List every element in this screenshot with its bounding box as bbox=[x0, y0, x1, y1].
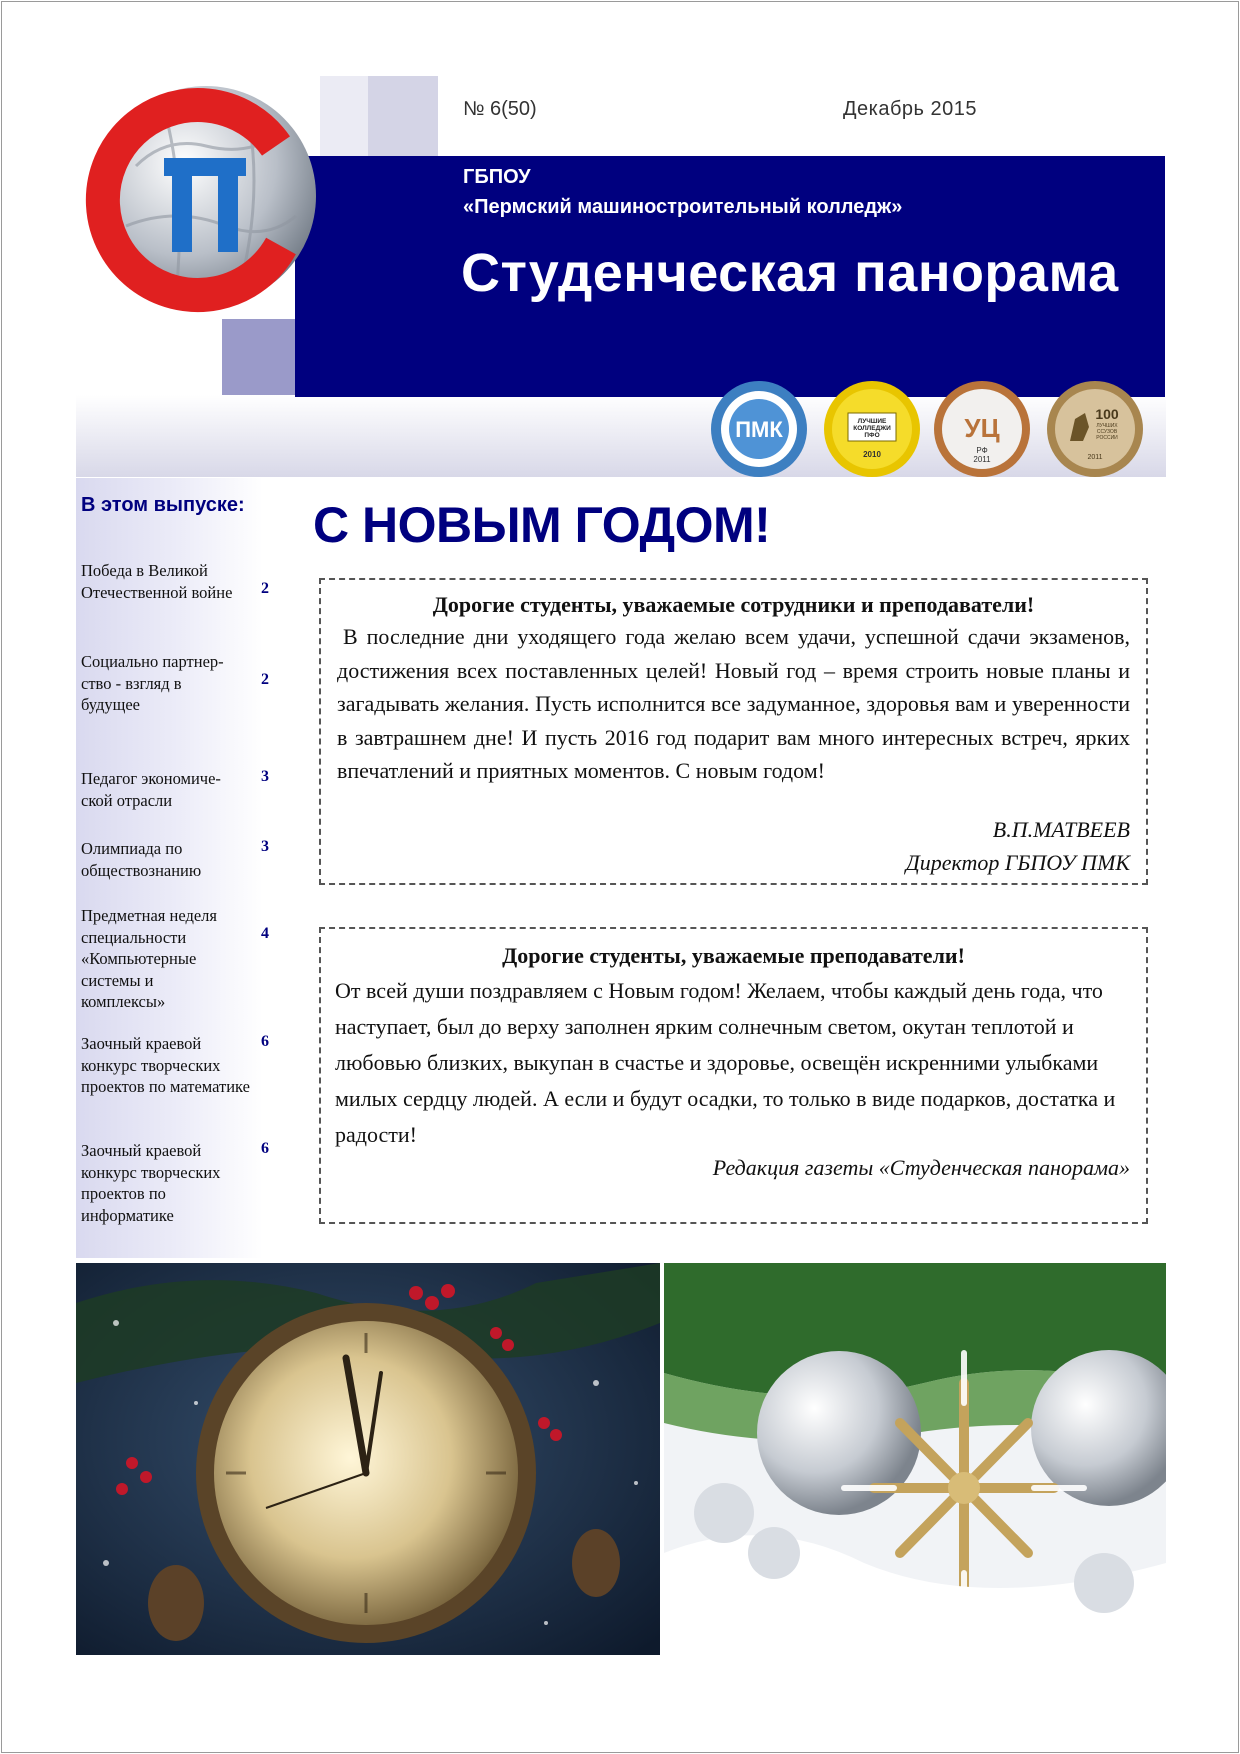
clock-photo bbox=[76, 1263, 660, 1655]
medal-year: 2010 bbox=[863, 450, 881, 459]
toc-item-title: Заочный краевой конкурс творческих проектов по информатике bbox=[81, 1141, 221, 1225]
signature-title: Директор ГБПОУ ПМК bbox=[905, 850, 1130, 875]
message-heading: Дорогие студенты, уважаемые сотрудники и преподаватели! bbox=[432, 592, 1035, 617]
college-logo bbox=[76, 76, 321, 321]
message-heading: Дорогие студенты, уважаемые преподаватели! bbox=[502, 943, 965, 968]
toc-item-page: 4 bbox=[261, 925, 269, 942]
toc-item-title: Социально партнер-ство - взгляд в будущее bbox=[81, 652, 224, 714]
medal-pmk-text: ПМК bbox=[735, 417, 783, 442]
toc-item[interactable] bbox=[81, 651, 269, 716]
newspaper-title: Студенческая панорама bbox=[461, 243, 1119, 303]
org-type: ГБПОУ bbox=[463, 166, 531, 188]
toc-item-page: 2 bbox=[261, 580, 269, 597]
toc-item[interactable] bbox=[81, 560, 269, 603]
ornaments-photo bbox=[664, 1263, 1166, 1655]
medal-rf: РФ bbox=[976, 446, 988, 455]
svg-text:100: 100 bbox=[1095, 406, 1119, 422]
svg-text:ЛУЧШИХ: ЛУЧШИХ bbox=[1096, 423, 1118, 429]
toc-item-page: 6 bbox=[261, 1140, 269, 1157]
issue-number: № 6(50) bbox=[463, 98, 537, 120]
deco-square bbox=[222, 319, 295, 397]
toc-item[interactable] bbox=[81, 768, 269, 811]
svg-text:ПФО: ПФО bbox=[864, 432, 880, 439]
medal-pmk bbox=[709, 379, 809, 479]
deco-square bbox=[368, 76, 438, 156]
medal-year: 2011 bbox=[973, 455, 991, 464]
director-message-box bbox=[319, 578, 1148, 885]
message-body: В последние дни уходящего года желаю всем удачи, успешной сдачи экзаменов, достижения всех поставленных целей! Новый год – время строить новые планы и загадывать желания. Пусть исполнится все задуманное, здоровья вам и уверенности в завтрашнем дне! И пусть 2016 год подарит вам много интересных встреч, ярких впечатлений и приятных моментов. С новым годом! bbox=[337, 624, 1130, 783]
toc-item-page: 3 bbox=[261, 768, 269, 785]
signature-name: В.П.МАТВЕЕВ bbox=[992, 817, 1130, 842]
toc-item[interactable] bbox=[81, 1033, 269, 1098]
toc-heading: В этом выпуске: bbox=[81, 494, 245, 516]
org-name: «Пермский машиностроительный колледж» bbox=[463, 196, 903, 218]
message-body: От всей души поздравляем с Новым годом! Желаем, чтобы каждый день года, что наступает, был до верху заполнен ярким солнечным светом, окутан теплотой и любовью близких, выкупан в счастье и здоровье, освещён искренними улыбками милых сердцу людей. А если и будут осадки, то только в виде подарков, достатка и радости! bbox=[335, 978, 1116, 1147]
editorial-message-box bbox=[319, 927, 1148, 1224]
medal-training-centers bbox=[932, 379, 1032, 479]
medal-top-100 bbox=[1045, 379, 1145, 479]
svg-text:ЛУЧШИЕ: ЛУЧШИЕ bbox=[857, 418, 887, 425]
svg-text:ССУЗОВ: ССУЗОВ bbox=[1096, 429, 1118, 435]
toc-item[interactable] bbox=[81, 905, 269, 1013]
medal-best-colleges bbox=[822, 379, 922, 479]
toc-item-page: 3 bbox=[261, 838, 269, 855]
toc-item-title: Педагог экономиче-ской отрасли bbox=[81, 769, 221, 810]
toc-item-title: Победа в Великой Отечественной войне bbox=[81, 561, 233, 602]
toc-item[interactable] bbox=[81, 838, 269, 881]
greeting-headline: С НОВЫМ ГОДОМ! bbox=[313, 497, 771, 553]
toc-item-page: 6 bbox=[261, 1033, 269, 1050]
svg-text:РОССИИ: РОССИИ bbox=[1096, 435, 1118, 441]
toc-item-title: Предметная неделя специальности «Компьютерные системы и комплексы» bbox=[81, 906, 217, 1011]
issue-date: Декабрь 2015 bbox=[843, 98, 978, 120]
toc-item-title: Олимпиада по обществознанию bbox=[81, 839, 202, 880]
svg-text:КОЛЛЕДЖИ: КОЛЛЕДЖИ bbox=[853, 425, 891, 432]
toc-item[interactable] bbox=[81, 1140, 269, 1226]
toc-item-page: 2 bbox=[261, 671, 269, 688]
medal-year: 2011 bbox=[1087, 454, 1103, 461]
toc-item-title: Заочный краевой конкурс творческих проектов по математике bbox=[81, 1034, 250, 1096]
editorial-signature: Редакция газеты «Студенческая панорама» bbox=[712, 1155, 1130, 1180]
medal-uc-text: УЦ bbox=[964, 413, 1000, 443]
